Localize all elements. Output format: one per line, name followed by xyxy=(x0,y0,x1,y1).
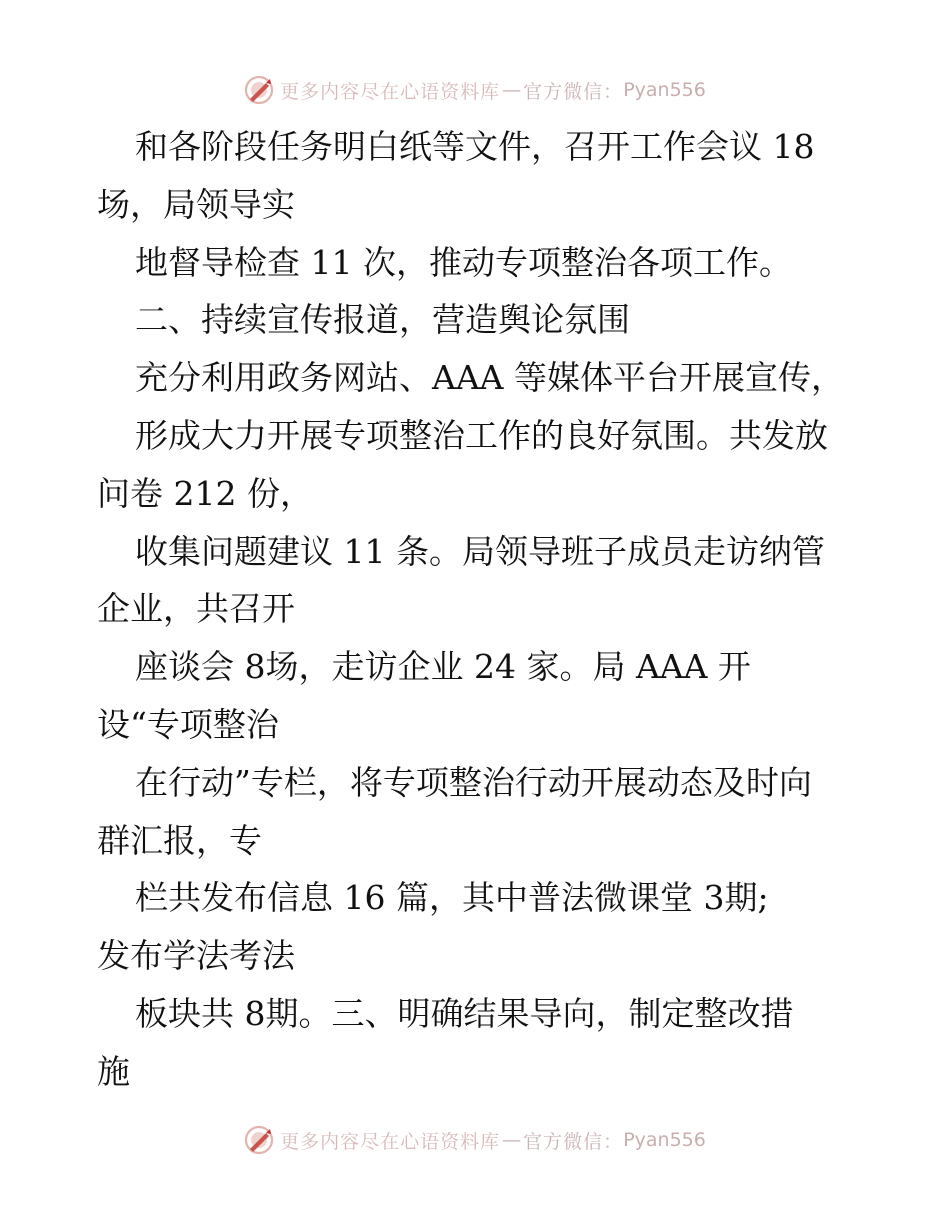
footer-site-text: 更多内容尽在心语资料库 xyxy=(280,1130,501,1153)
text-line: 在行动”专栏，将专项整治行动开展动态及时向 xyxy=(135,762,812,802)
text-line: 板块共 8期。三、明确结果导向，制定整改措 xyxy=(135,993,794,1033)
text-line: 充分利用政务网站、AAA 等媒体平台开展宣传， xyxy=(135,358,844,398)
footer-wechat-label: 官方微信： xyxy=(523,1130,624,1153)
text-line: 座谈会 8场，走访企业 24 家。局 AAA 开 xyxy=(135,647,751,687)
text-line: 发布学法考法 xyxy=(97,936,295,976)
text-line: 群汇报，专 xyxy=(97,820,262,860)
header-wechat-label: 官方微信： xyxy=(523,80,624,103)
header-dash: — xyxy=(502,79,522,101)
text-line: 地督导检查 11 次，推动专项整治各项工作。 xyxy=(135,242,792,282)
footer-dash: — xyxy=(502,1129,522,1151)
text-line: 形成大力开展专项整治工作的良好氛围。共发放 xyxy=(135,415,828,455)
quill-logo-icon xyxy=(244,1125,274,1155)
header-wechat-handle: Pyan556 xyxy=(623,79,706,101)
text-line: 问卷 212 份， xyxy=(97,473,313,513)
text-line: 企业，共召开 xyxy=(97,589,295,629)
footer-watermark xyxy=(0,1120,950,1160)
text-line: 和各阶段任务明白纸等文件，召开工作会议 18 xyxy=(135,127,815,166)
text-line: 收集问题建议 11 条。局领导班子成员走访纳管 xyxy=(135,531,825,571)
quill-logo-icon xyxy=(244,75,274,105)
text-line: 设“专项整治 xyxy=(97,704,279,744)
header-watermark xyxy=(0,70,950,110)
text-line: 栏共发布信息 16 篇，其中普法微课堂 3期; xyxy=(135,878,769,918)
footer-wechat-handle: Pyan556 xyxy=(623,1129,706,1151)
text-line: 二、持续宣传报道，营造舆论氛围 xyxy=(135,300,630,340)
text-line: 场，局领导实 xyxy=(97,184,295,224)
header-site-text: 更多内容尽在心语资料库 xyxy=(280,80,501,103)
text-line: 施 xyxy=(97,1051,130,1091)
document-body xyxy=(97,118,887,1101)
